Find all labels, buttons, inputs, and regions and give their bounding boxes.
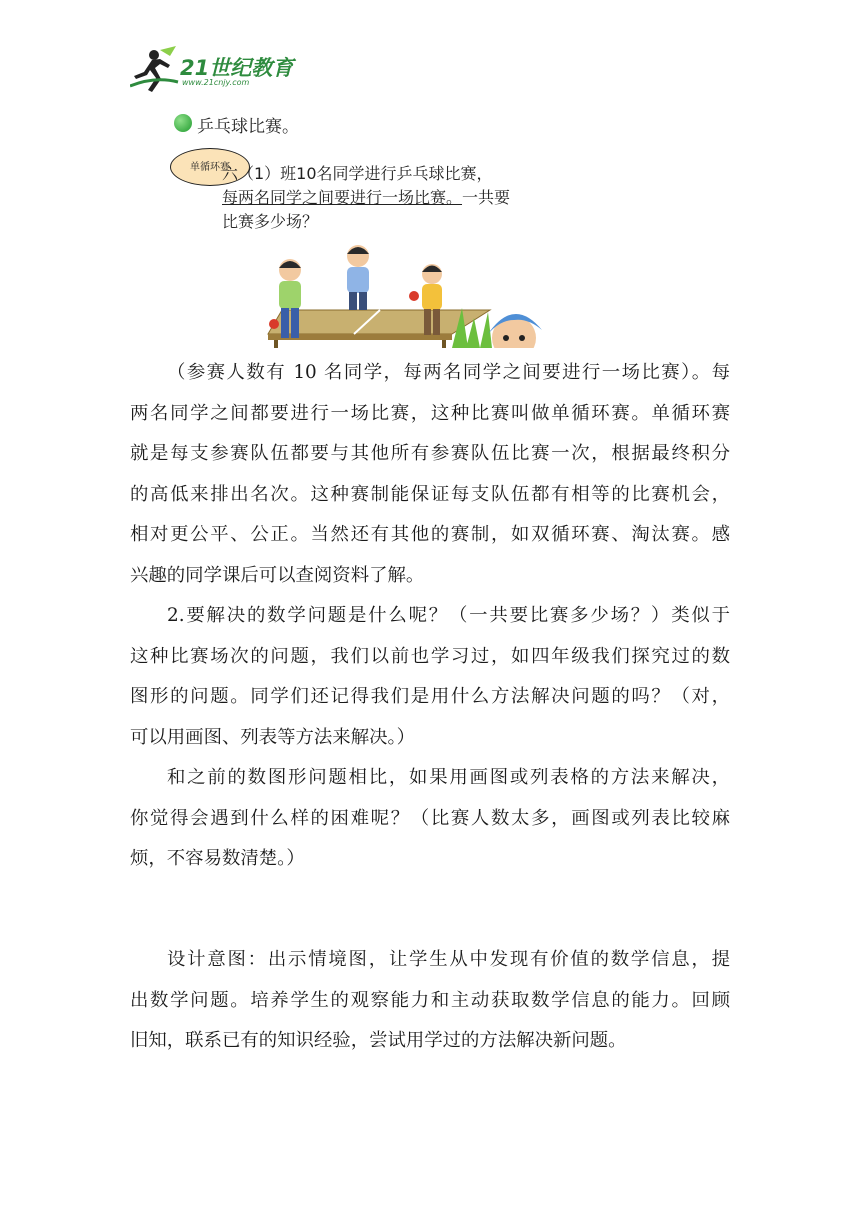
problem-line [222, 186, 550, 210]
logo-url: www.21cnjy.com [182, 78, 250, 87]
text-line: 和之前的数图形问题相比，如果用画图或列表格的方法来解决， [167, 767, 730, 788]
text-line: 可以用画图、列表等方法来解决。） [130, 726, 416, 748]
text-line: 就是每支参赛队伍都要与其他所有参赛队伍比赛一次，根据最终积分 [130, 443, 730, 465]
text-line: 旧知，联系已有的知识经验，尝试用学过的方法解决新问题。 [130, 1030, 627, 1052]
paragraph-4 [130, 940, 730, 1062]
green-bullet-icon [174, 114, 192, 132]
text-line: （参赛人数有 10 名同学，每两名同学之间要进行一场比赛）。每 [167, 362, 730, 383]
logo-text: 21世纪教育 [180, 56, 294, 80]
ping-pong-scene-illustration [170, 238, 550, 348]
paragraph-1 [130, 353, 730, 597]
paragraph-3 [130, 758, 730, 880]
runner-icon [130, 46, 180, 94]
problem-line: 六（1）班10名同学进行乒乓球比赛， [222, 164, 493, 183]
text-line: 的高低来排出名次。这种赛制能保证每支队伍都有相等的比赛机会， [130, 483, 730, 505]
text-line: 你觉得会遇到什么样的困难呢？（比赛人数太多，画图或列表比较麻 [130, 807, 730, 829]
text-line: 设计意图：出示情境图，让学生从中发现有价值的数学信息，提 [167, 949, 730, 970]
text-line: 烦，不容易数清楚。） [130, 848, 305, 870]
bubble-label: 单循环赛 [190, 162, 230, 173]
text-line: 相对更公平、公正。当然还有其他的赛制，如双循环赛、淘汰赛。感 [130, 524, 730, 546]
text-line: 两名同学之间都要进行一场比赛，这种比赛叫做单循环赛。单循环赛 [130, 402, 730, 424]
text-line: 兴趣的同学课后可以查阅资料了解。 [130, 564, 425, 586]
problem-line-tail: 一共要 [462, 188, 511, 207]
logo [130, 46, 300, 94]
underlined-text: 每两名同学之间要进行一场比赛。 [222, 188, 463, 207]
text-line: 图形的问题。同学们还记得我们是用什么方法解决问题的吗？（对， [130, 686, 730, 708]
textbook-figure [170, 110, 550, 348]
text-line: 这种比赛场次的问题，我们以前也学习过，如四年级我们探究过的数 [130, 645, 730, 667]
text-line: 2.要解决的数学问题是什么呢？（一共要比赛多少场？）类似于 [167, 605, 730, 626]
text-line: 出数学问题。培养学生的观察能力和主动获取数学信息的能力。回顾 [130, 989, 730, 1011]
problem-line: 比赛多少场？ [222, 212, 319, 231]
problem-text [222, 162, 550, 234]
figure-title: 乒乓球比赛。 [197, 117, 299, 137]
paragraph-2 [130, 596, 730, 758]
